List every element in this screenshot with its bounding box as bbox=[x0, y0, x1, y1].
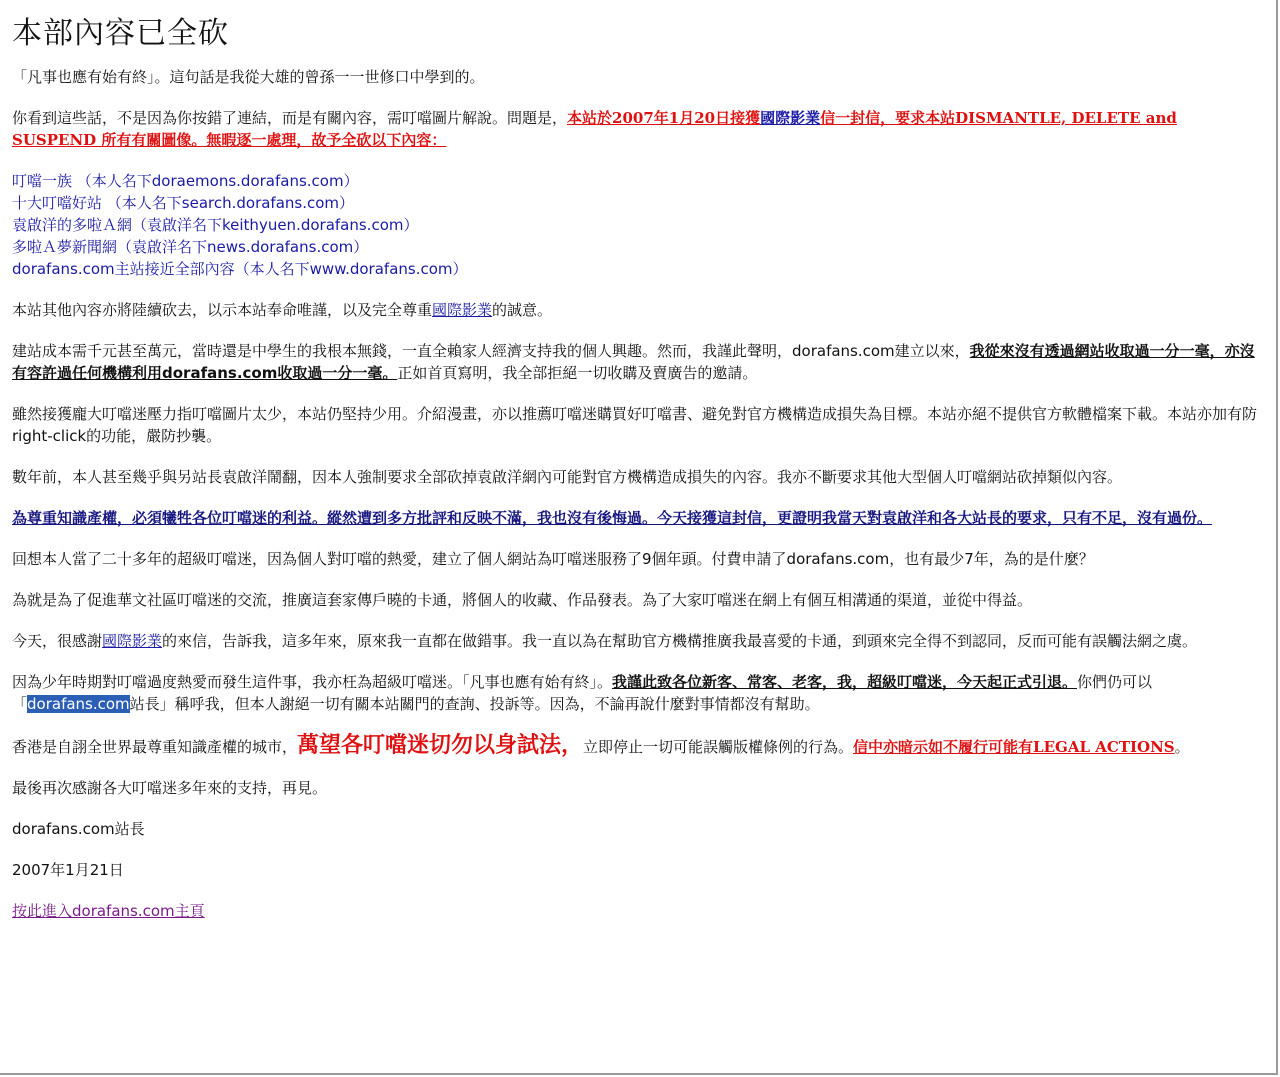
policy-paragraph: 雖然接獲龐大叮噹迷壓力指叮噹圖片太少，本站仍堅持少用。介紹漫畫，亦以推薦叮噹迷購買好叮噹書、避免對官方機構造成損失為目標。本站亦絕不提供官方軟體檔案下載。本站亦加有防right-click的功能，嚴防抄襲。 bbox=[12, 405, 1258, 445]
intro-quote: 「凡事也應有始有終」。這句話是我從大雄的曾孫一一世修口中學到的。 bbox=[12, 68, 485, 86]
ip-statement bbox=[12, 507, 1264, 529]
removed-sites-list bbox=[12, 170, 1264, 280]
thanks-company-paragraph bbox=[12, 630, 1264, 652]
cost-paragraph bbox=[12, 340, 1264, 384]
no-profit-statement: 我從來沒有透過網站收取過一分一毫，亦沒有容許過任何機構利用dorafans.com收取過一分一毫。 bbox=[12, 342, 1255, 382]
cost-text: 建站成本需千元甚至萬元，當時還是中學生的我根本無錢，一直全賴家人經濟支持我的個人興趣。然而，我謹此聲明，dorafans.com建立以來， bbox=[12, 342, 970, 360]
selected-text[interactable]: dorafans.com bbox=[27, 695, 130, 713]
retirement-text-mid: 你們仍可以「 bbox=[12, 673, 1153, 713]
ip-statement-text: 為尊重知識產權，必須犧牲各位叮噹迷的利益。縱然遭到多方批評和反映不滿，我也沒有後悔過。今天接獲這封信，更證明我當天對袁啟洋和各大站長的要求，只有不足，沒有過份。 bbox=[12, 509, 1213, 527]
signature: dorafans.com站長 bbox=[12, 820, 145, 838]
legal-warning: 信中亦暗示如不履行可能有LEGAL ACTIONS bbox=[853, 738, 1175, 756]
list-item: 十大叮噹好站 （本人名下search.dorafans.com） bbox=[12, 194, 355, 212]
notice-text: 你看到這些話，不是因為你按錯了連結，而是有關內容，需叮噹圖片解說。問題是， bbox=[12, 109, 568, 127]
retirement-paragraph bbox=[12, 671, 1264, 715]
respect-text: 本站其他內容亦將陸續砍去，以示本站奉命唯謹，以及完全尊重 bbox=[12, 301, 433, 319]
history-paragraph: 數年前，本人甚至幾乎與另站長袁啟洋鬧翻，因本人強制要求全部砍掉袁啟洋網內可能對官方機構造成損失的內容。我亦不斷要求其他大型個人叮噹網站砍掉類似內容。 bbox=[12, 468, 1123, 486]
thanks-text-end: 的來信，告訴我，這多年來，原來我一直都在做錯事。我一直以為在幫助官方機構推廣我最喜愛的卡通，到頭來完全得不到認同，反而可能有誤觸法網之虞。 bbox=[162, 632, 1198, 650]
company-link-2[interactable]: 國際影業 bbox=[432, 301, 493, 319]
list-item: 多啦Ａ夢新聞網（袁啟洋名下news.dorafans.com） bbox=[12, 238, 369, 256]
retirement-text: 因為少年時期對叮噹過度熱愛而發生這件事，我亦枉為超級叮噹迷。「凡事也應有始有終」。 bbox=[12, 673, 613, 691]
notice-red-1: 本站於2007年1月20日接獲 bbox=[567, 109, 761, 127]
respect-text-end: 的誠意。 bbox=[492, 301, 553, 319]
warning-highlight: 萬望各叮噹迷切勿以身試法， bbox=[297, 732, 584, 758]
warning-paragraph bbox=[12, 734, 1264, 758]
farewell-paragraph: 最後再次感謝各大叮噹迷多年來的支持，再見。 bbox=[12, 779, 328, 797]
reflection-paragraph: 回想本人當了二十多年的超級叮噹迷，因為個人對叮噹的熱愛，建立了個人網站為叮噹迷服務了9個年頭。付費申請了dorafans.com，也有最少7年，為的是什麼？ bbox=[12, 550, 1094, 568]
cost-text-end: 正如首頁寫明，我全部拒絕一切收購及賣廣告的邀請。 bbox=[397, 364, 758, 382]
warning-text-mid: 立即停止一切可能誤觸版權條例的行為。 bbox=[583, 738, 854, 756]
list-item: 袁啟洋的多啦Ａ網（袁啟洋名下keithyuen.dorafans.com） bbox=[12, 216, 419, 234]
purpose-paragraph: 為就是為了促進華文社區叮噹迷的交流，推廣這套家傳戶曉的卡通，將個人的收藏、作品發表。為了大家叮噹迷在網上有個互相溝通的渠道，並從中得益。 bbox=[12, 591, 1033, 609]
page-title: 本部內容已全砍 bbox=[12, 16, 229, 51]
list-item: 叮噹一族 （本人名下doraemons.dorafans.com） bbox=[12, 172, 359, 190]
notice-red-2: 信一封信，要求本站DISMANTLE, DELETE and SUSPEND 所有有關圖像。無暇逐一處理，故予全砍以下內容： bbox=[12, 109, 1177, 149]
thanks-text: 今天，很感謝 bbox=[12, 632, 103, 650]
page-content bbox=[12, 14, 1264, 941]
warning-text-end: 。 bbox=[1174, 738, 1190, 756]
notice-paragraph bbox=[12, 107, 1264, 151]
respect-paragraph bbox=[12, 299, 1264, 321]
retirement-statement: 我謹此致各位新客、常客、老客，我，超級叮噹迷，今天起正式引退。 bbox=[612, 673, 1078, 691]
list-item: dorafans.com主站接近全部內容（本人名下www.dorafans.com） bbox=[12, 260, 468, 278]
company-link-3[interactable]: 國際影業 bbox=[102, 632, 163, 650]
home-link[interactable]: 按此進入dorafans.com主頁 bbox=[12, 902, 205, 920]
date: 2007年1月21日 bbox=[12, 861, 124, 879]
company-link-1[interactable]: 國際影業 bbox=[760, 109, 821, 127]
home-link-paragraph bbox=[12, 900, 1264, 922]
warning-text: 香港是自詡全世界最尊重知識產權的城市， bbox=[12, 738, 298, 756]
retirement-text-end: 站長」稱呼我，但本人謝絕一切有關本站關門的查詢、投訴等。因為，不論再說什麼對事情都沒有幫助。 bbox=[129, 695, 820, 713]
